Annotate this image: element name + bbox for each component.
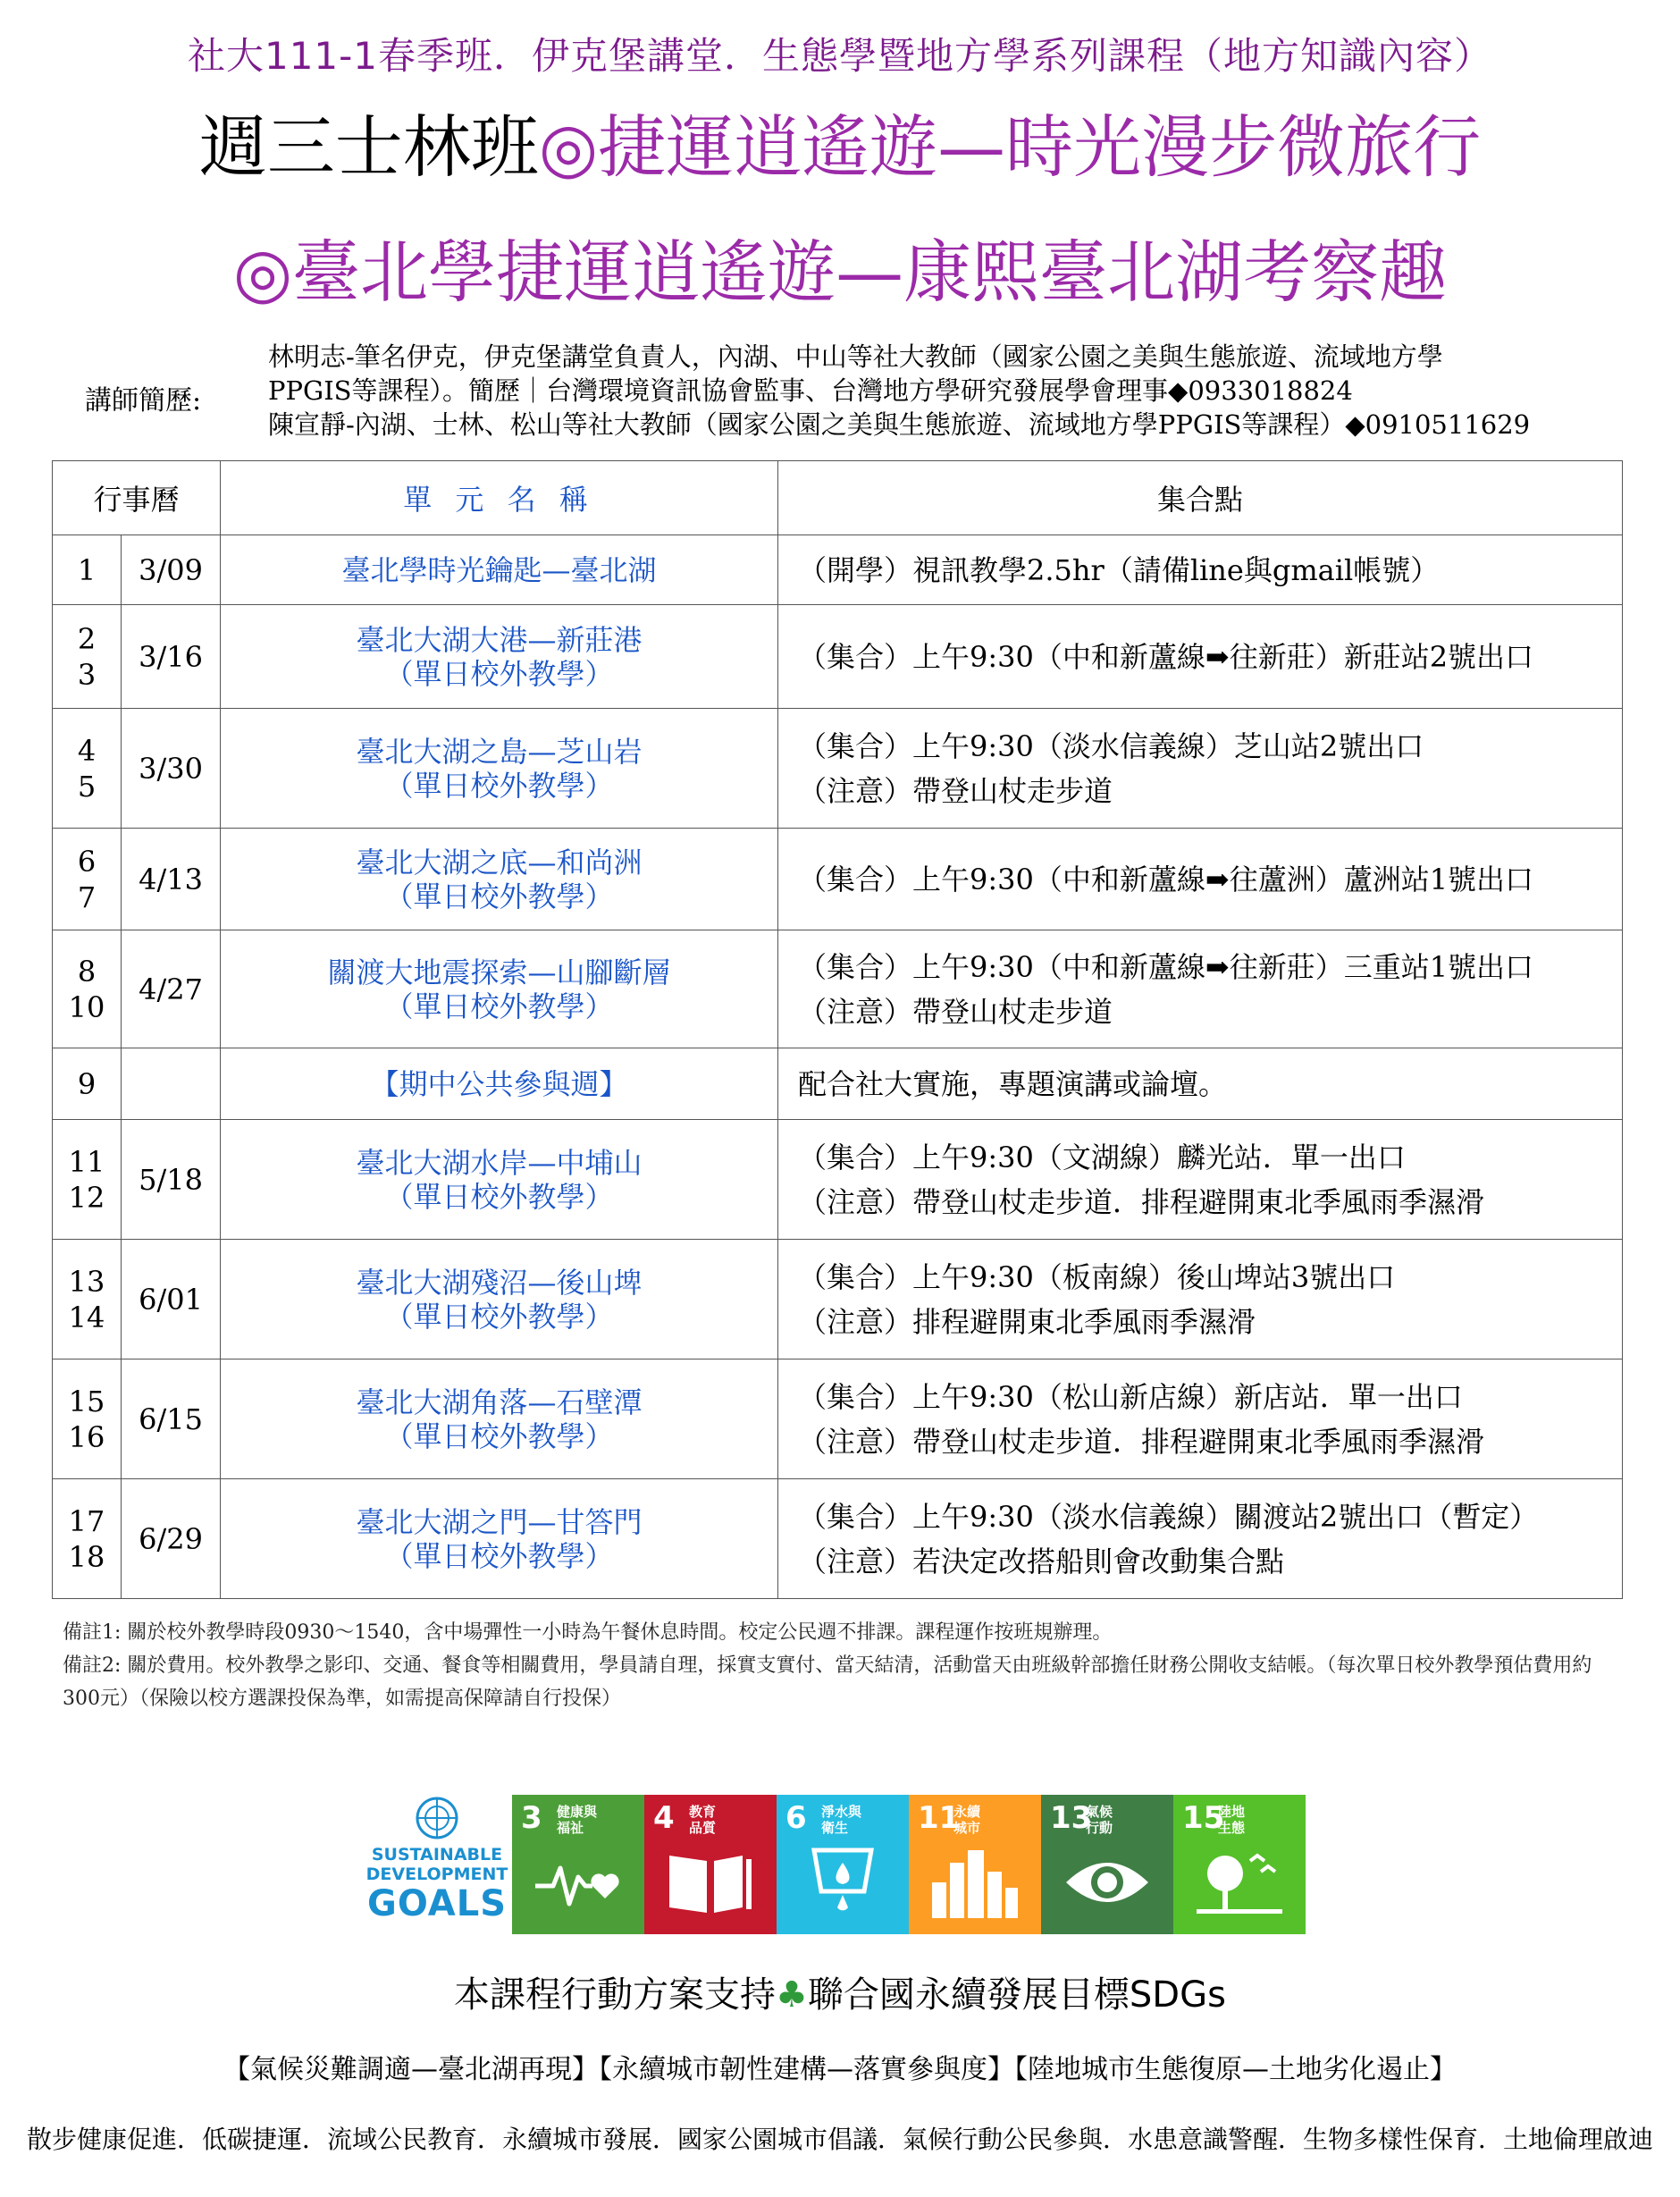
session-number: 15: [68, 1384, 105, 1418]
session-number: 12: [68, 1180, 105, 1215]
tile-number: 13: [1050, 1800, 1093, 1836]
session-number: 10: [68, 989, 105, 1024]
session-number: 13: [68, 1264, 105, 1299]
session-number: 6: [77, 844, 97, 879]
meeting-point-line: （集合）上午9:30（中和新蘆線➡往蘆洲）蘆洲站1號出口: [798, 862, 1534, 896]
table-row: [53, 829, 1623, 930]
city-icon: [930, 1847, 1020, 1918]
session-date: 6/01: [122, 1240, 221, 1359]
sdg-logo-line: DEVELOPMENT: [365, 1865, 508, 1884]
meeting-point-line: （注意）帶登山杖走步道．排程避開東北季風雨季濕滑: [798, 1424, 1485, 1459]
un-emblem-icon: [414, 1795, 460, 1841]
meeting-point-line: （集合）上午9:30（中和新蘆線➡往新莊）三重站1號出口: [798, 949, 1534, 984]
table-row: [53, 1479, 1623, 1599]
session-date: 6/15: [122, 1359, 221, 1479]
eye-globe-icon: [1063, 1847, 1152, 1918]
note-1: 備註1: 關於校外教學時段0930～1540，含中場彈性一小時為午餐休息時間。校定公民週不排課。課程運作按班規辦理。: [63, 1621, 1113, 1644]
unit-name-line: 臺北大湖角落—石壁潭: [356, 1385, 643, 1419]
sdg-tile-4: [644, 1795, 777, 1934]
meeting-point: [778, 1120, 1623, 1240]
meeting-point-line: 配合社大實施，專題演講或論壇。: [798, 1066, 1228, 1101]
unit-name-line: 【期中公共參與週】: [370, 1066, 628, 1101]
unit-name: [221, 829, 778, 930]
session-date: 3/09: [122, 535, 221, 605]
unit-name-line: （單日校外教學）: [384, 1538, 614, 1573]
schedule-body: [53, 535, 1623, 1599]
unit-name-line: 臺北大湖之島—芝山岩: [356, 734, 643, 769]
sdg-caption-suffix: 聯合國永續發展目標SDGs: [807, 1974, 1226, 2016]
sdg-tile-6: [777, 1795, 909, 1934]
unit-name: [221, 605, 778, 709]
unit-name: [221, 535, 778, 605]
unit-name-line: （單日校外教學）: [384, 1179, 614, 1214]
unit-name-line: 臺北大湖之底—和尚洲: [356, 845, 643, 880]
sdg-tile-13: [1041, 1795, 1173, 1934]
unit-name-line: （單日校外教學）: [384, 1418, 614, 1453]
tile-number: 11: [918, 1800, 961, 1836]
header-unit: 單 元 名 稱: [221, 461, 778, 535]
sdg-caption-prefix: 本課程行動方案支持: [454, 1974, 777, 2016]
heartbeat-icon: [533, 1847, 623, 1918]
table-row: [53, 1120, 1623, 1240]
tile-number: 15: [1182, 1800, 1225, 1836]
footer-keywords: 散步健康促進．低碳捷運．流域公民教育．永續城市發展．國家公園城市倡議．氣候行動公民參與．水患意識警醒．生物多樣性保育．土地倫理啟迪: [26, 2125, 1653, 2154]
meeting-point-line: （注意）若決定改搭船則會改動集合點: [798, 1544, 1285, 1578]
session-numbers: [53, 605, 122, 709]
sdg-tile-15: [1173, 1795, 1306, 1934]
unit-name-line: 臺北學時光鑰匙—臺北湖: [341, 552, 657, 587]
meeting-point-line: （集合）上午9:30（松山新店線）新店站．單一出口: [798, 1379, 1463, 1414]
session-numbers: [53, 1240, 122, 1359]
session-numbers: [53, 829, 122, 930]
unit-name-line: （單日校外教學）: [384, 879, 614, 913]
unit-name: [221, 1048, 778, 1120]
unit-name: [221, 1479, 778, 1599]
session-number: 16: [68, 1419, 105, 1454]
session-date: 6/29: [122, 1479, 221, 1599]
instructor-bio: [268, 340, 1626, 442]
unit-name: [221, 1240, 778, 1359]
unit-name-line: 臺北大湖殘沼—後山埤: [356, 1265, 643, 1300]
session-numbers: [53, 1048, 122, 1120]
sdg-logo: [362, 1795, 512, 1934]
tree-icon: [1195, 1847, 1284, 1918]
meeting-point: [778, 1240, 1623, 1359]
meeting-point-line: （注意）排程避開東北季風雨季濕滑: [798, 1304, 1256, 1339]
session-number: 7: [77, 880, 97, 914]
theme-tags: 【氣候災難調適—臺北湖再現】【永續城市韌性建構—落實參與度】【陸地城市生態復原—土地劣化遏止】: [223, 2054, 1457, 2085]
meeting-point: [778, 1479, 1623, 1599]
meeting-point-line: （集合）上午9:30（淡水信義線）芝山站2號出口: [798, 728, 1424, 763]
session-number: 18: [68, 1539, 105, 1574]
instructor-bio-line: 陳宣靜-內湖、士林、松山等社大教師（國家公園之美與生態旅遊、流域地方學PPGIS等課程）◆0910511629: [268, 409, 1531, 440]
unit-name-line: （單日校外教學）: [384, 1299, 614, 1334]
tile-label: 教育 品質: [689, 1804, 717, 1836]
session-date: 4/27: [122, 930, 221, 1048]
session-number: 14: [68, 1300, 105, 1334]
tile-label: 健康與 福祉: [557, 1804, 598, 1836]
book-icon: [666, 1847, 755, 1918]
session-number: 17: [68, 1503, 105, 1538]
meeting-point: [778, 1359, 1623, 1479]
tile-number: 3: [521, 1800, 542, 1836]
meeting-point: [778, 605, 1623, 709]
session-date: 3/16: [122, 605, 221, 709]
sdg-tile-3: [512, 1795, 644, 1934]
tile-label: 永續 城市: [953, 1804, 981, 1836]
instructor-label: 講師簡歷:: [85, 385, 202, 417]
unit-name: [221, 1120, 778, 1240]
unit-name: [221, 930, 778, 1048]
sdg-caption: [0, 1966, 1680, 2017]
session-numbers: [53, 1479, 122, 1599]
meeting-point-line: （注意）帶登山杖走步道．排程避開東北季風雨季濕滑: [798, 1184, 1485, 1219]
title-main: ◎捷運逍遙遊—時光漫步微旅行: [538, 107, 1482, 187]
session-number: 11: [68, 1144, 105, 1179]
header-meeting: 集合點: [778, 461, 1623, 535]
water-drop-icon: [798, 1847, 887, 1918]
title-line-1: [0, 103, 1680, 192]
unit-name: [221, 1359, 778, 1479]
meeting-point-line: （集合）上午9:30（中和新蘆線➡往新莊）新莊站2號出口: [798, 639, 1534, 674]
clover-icon: ♣: [776, 1974, 808, 2016]
tile-number: 6: [785, 1800, 807, 1836]
meeting-point: [778, 829, 1623, 930]
meeting-point-line: （集合）上午9:30（文湖線）麟光站．單一出口: [798, 1140, 1406, 1174]
meeting-point-line: （集合）上午9:30（淡水信義線）關渡站2號出口（暫定）: [798, 1499, 1539, 1534]
tile-label: 氣候 行動: [1086, 1804, 1113, 1836]
meeting-point-line: （注意）帶登山杖走步道: [798, 994, 1113, 1029]
session-number: 4: [77, 733, 97, 768]
meeting-point-line: （集合）上午9:30（板南線）後山埤站3號出口: [798, 1259, 1396, 1294]
session-date: 4/13: [122, 829, 221, 930]
notes: [63, 1616, 1626, 1715]
unit-name-line: 臺北大湖之門—甘答門: [356, 1504, 643, 1539]
schedule-table: [52, 460, 1623, 1599]
instructor-bio-line: 林明志-筆名伊克，伊克堡講堂負責人，內湖、中山等社大教師（國家公園之美與生態旅遊、流域地方學: [268, 341, 1443, 372]
table-row: [53, 535, 1623, 605]
meeting-point: [778, 930, 1623, 1048]
meeting-point-line: （開學）視訊教學2.5hr（請備line與gmail帳號）: [798, 552, 1440, 587]
unit-name-line: 臺北大湖大港—新莊港: [356, 622, 643, 657]
meeting-point: [778, 535, 1623, 605]
sdg-tile-11: [909, 1795, 1041, 1934]
session-numbers: [53, 1120, 122, 1240]
unit-name: [221, 709, 778, 829]
table-row: [53, 1359, 1623, 1479]
session-numbers: [53, 930, 122, 1048]
header-calendar: 行事曆: [53, 461, 221, 535]
session-number: 3: [77, 657, 97, 692]
unit-name-line: （單日校外教學）: [384, 656, 614, 691]
unit-name-line: 臺北大湖水岸—中埔山: [356, 1145, 643, 1180]
tile-label: 淨水與 衛生: [821, 1804, 862, 1836]
sdg-logo-line: GOALS: [366, 1883, 507, 1924]
session-number: 9: [77, 1066, 97, 1101]
note-2: 備註2: 關於費用。校外教學之影印、交通、餐食等相關費用，學員請自理，採實支實付、當天結清，活動當天由班級幹部擔任財務公開收支結帳。（每次單日校外教學預估費用約300元）（保險以校方選課投保為準，如需提高保障請自行投保）: [63, 1654, 1592, 1710]
instructor-bio-line: PPGIS等課程）。簡歷｜台灣環境資訊協會監事、台灣地方學研究發展學會理事◆0933018824: [268, 375, 1353, 406]
session-date: [122, 1048, 221, 1120]
session-date: 5/18: [122, 1120, 221, 1240]
unit-name-line: 關渡大地震探索—山腳斷層: [327, 955, 671, 989]
class-name: 週三士林班: [198, 107, 539, 187]
course-header: 社大111-1春季班．伊克堡講堂．生態學暨地方學系列課程（地方知識內容）: [187, 34, 1493, 78]
session-number: 2: [77, 621, 97, 656]
meeting-point: [778, 1048, 1623, 1120]
session-numbers: [53, 1359, 122, 1479]
session-date: 3/30: [122, 709, 221, 829]
session-number: 8: [77, 954, 97, 989]
session-number: 5: [77, 769, 97, 804]
table-row: [53, 930, 1623, 1048]
table-row: [53, 1048, 1623, 1120]
session-numbers: [53, 535, 122, 605]
session-number: 1: [77, 552, 97, 587]
table-row: [53, 1240, 1623, 1359]
unit-name-line: （單日校外教學）: [384, 989, 614, 1023]
sdg-logo-line: SUSTAINABLE: [371, 1845, 503, 1865]
table-row: [53, 709, 1623, 829]
meeting-point-line: （注意）帶登山杖走步道: [798, 773, 1113, 808]
session-numbers: [53, 709, 122, 829]
table-row: [53, 605, 1623, 709]
unit-name-line: （單日校外教學）: [384, 768, 614, 803]
tile-label: 陸地 生態: [1218, 1804, 1246, 1836]
meeting-point: [778, 709, 1623, 829]
tile-number: 4: [653, 1800, 675, 1836]
title-line-2: ◎臺北學捷運逍遙遊—康熙臺北湖考察趣: [232, 232, 1448, 312]
